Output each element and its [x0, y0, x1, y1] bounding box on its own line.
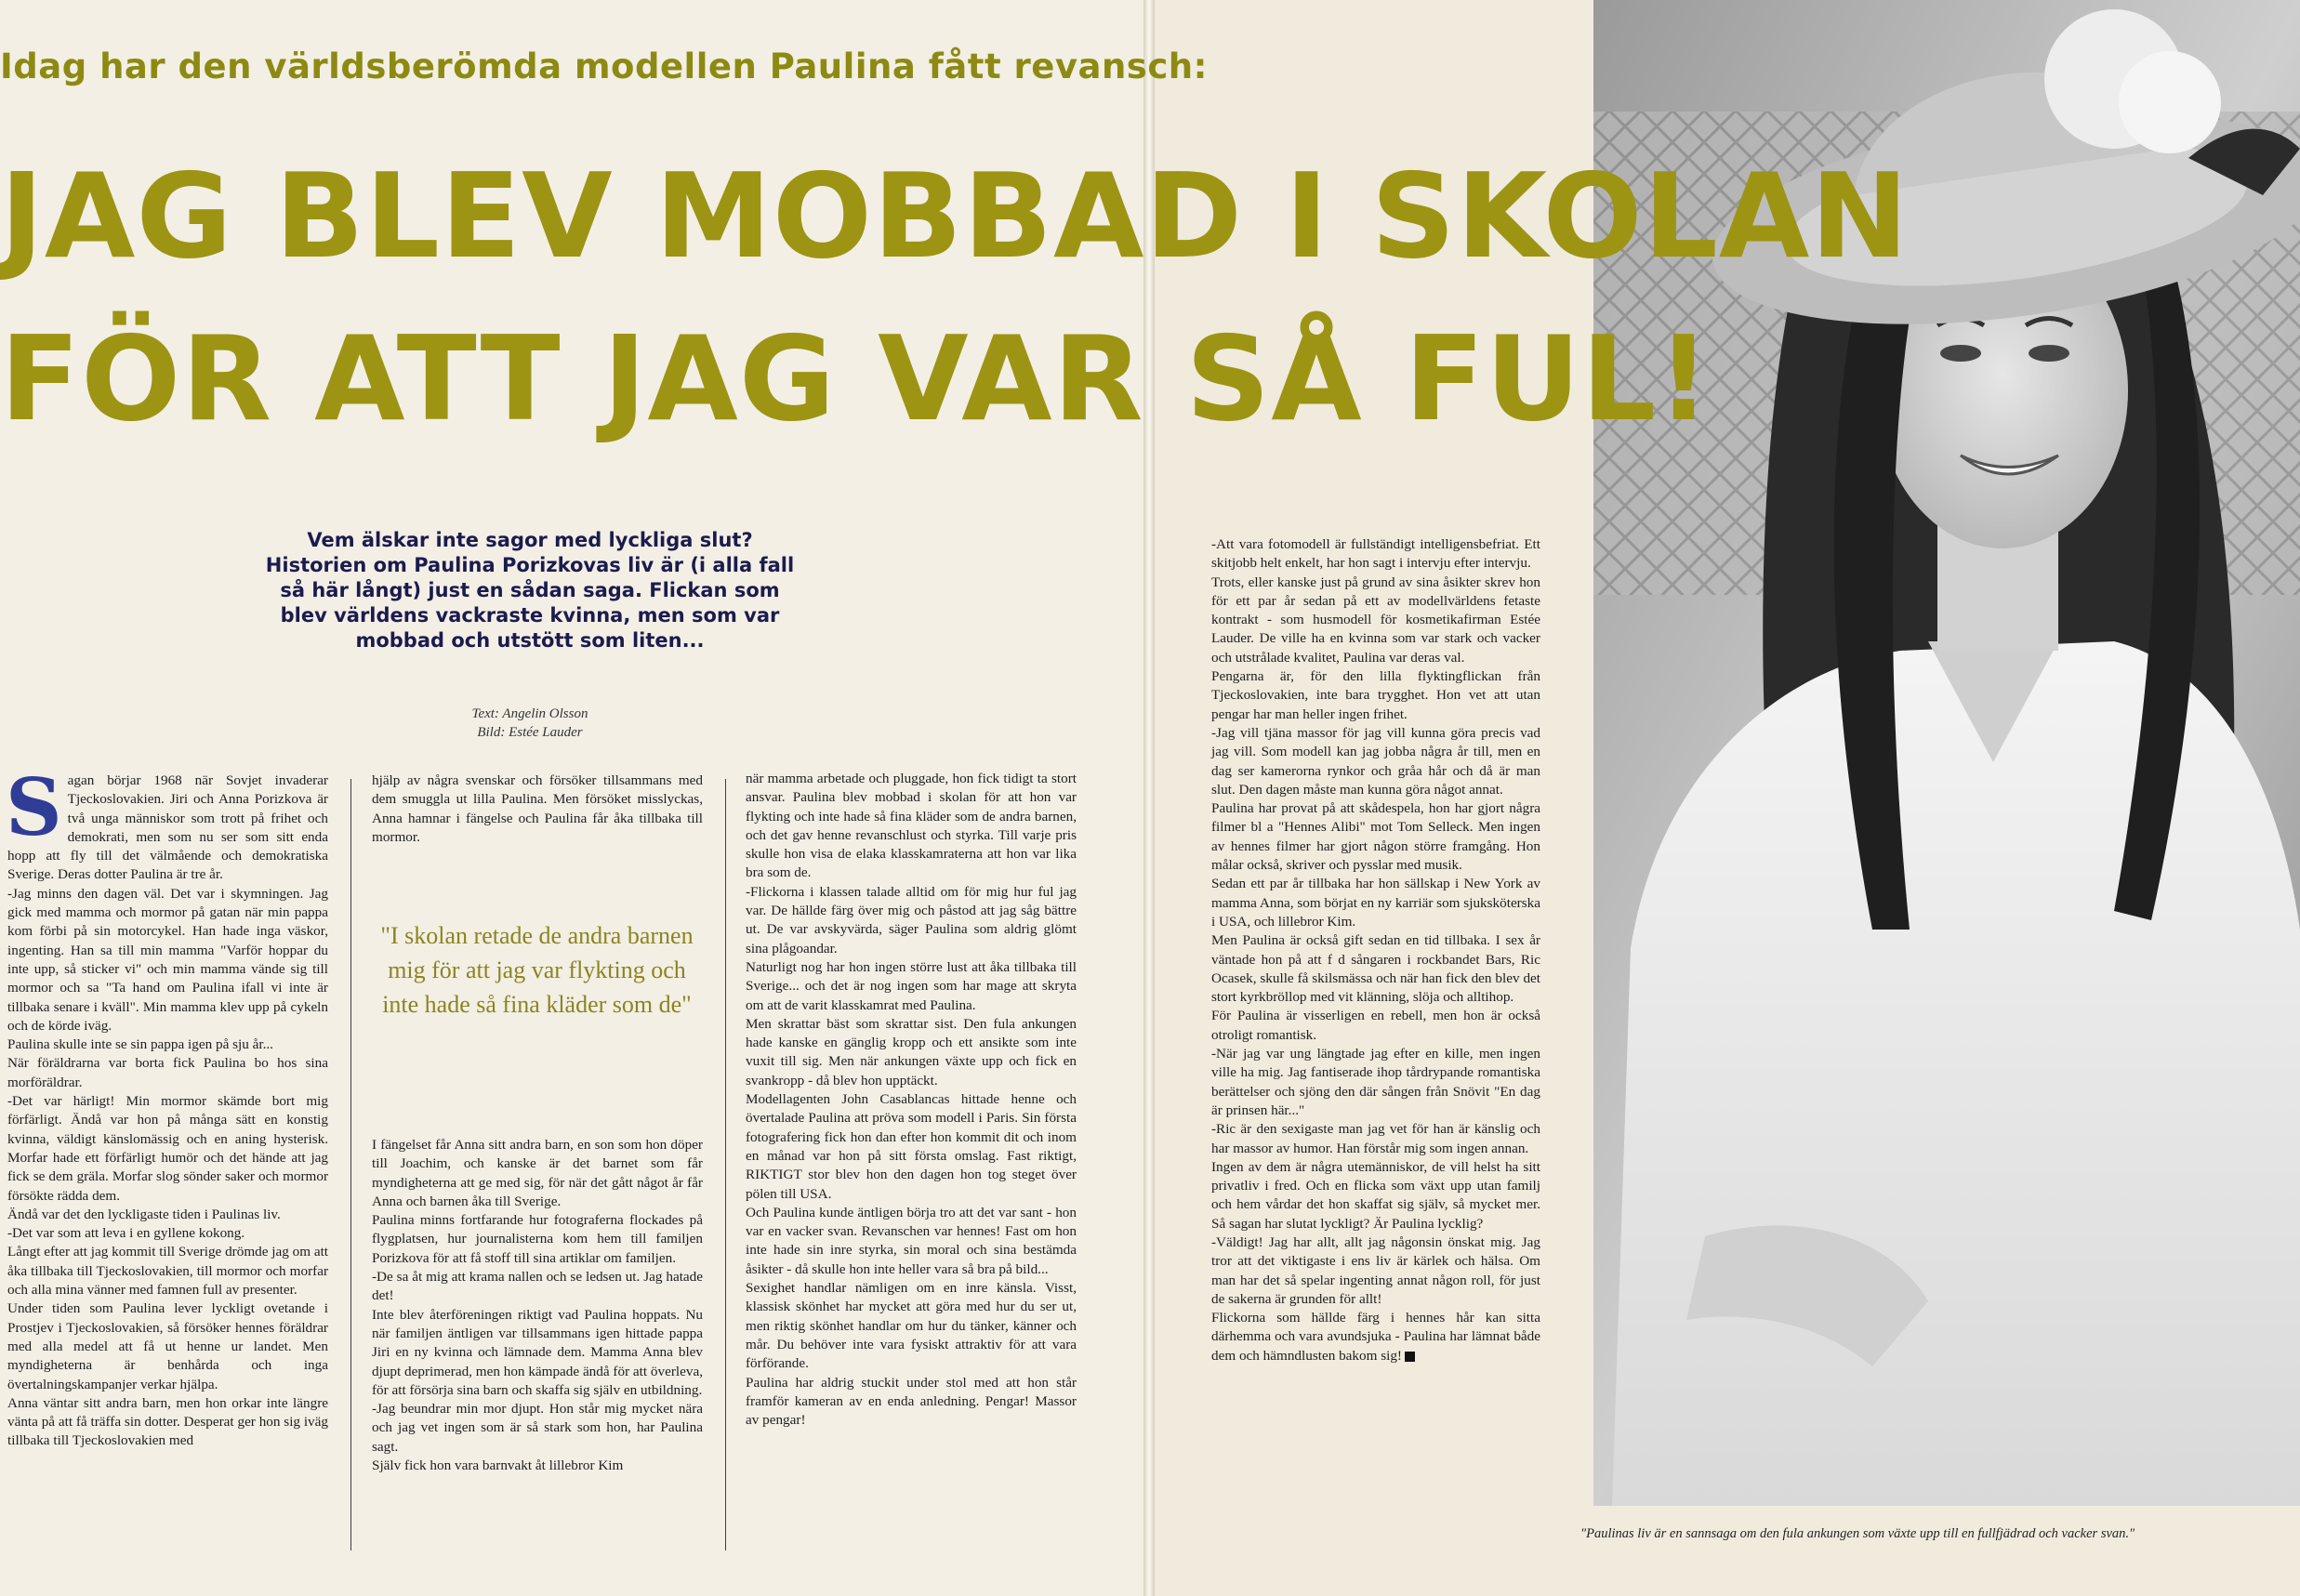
paragraph: -Väldigt! Jag har allt, allt jag någonsin önskat mig. Jag tror att det viktigaste i ens liv är kärlek och hälsa. Om man har det så spelar ingenting annat någon roll, för just de sakerna är grunden för allt! — [1211, 1233, 1540, 1307]
paragraph: Anna väntar sitt andra barn, men hon orkar inte längre vänta på att få träffa sin dotter. Desperat ger hon sig iväg tillbaka till Tjeckoslovakien med — [7, 1394, 328, 1449]
paragraph: Men Paulina är också gift sedan en tid tillbaka. I sex år väntade hon på att f d sångaren i rockbandet Bars, Ric Ocasek, skulle få skilsmässa och när han fick den blev det stort kyrkbröllop med vit klänning, slöja och alltihop. — [1211, 932, 1540, 1006]
pull-quote: "I skolan retade de andra barnen mig för att jag var flykting och inte hade så fina kläder som de" — [380, 922, 694, 1018]
paragraph: -Jag vill tjäna massor för jag vill kunna göra precis vad jag vill. Som modell kan jag jobba några år till, men en dag ser kamerorna rynkor och gråa hår och då är man slut. Den dagen måste man kunna göra något annat. — [1211, 724, 1540, 798]
credit-photo: Bild: Estée Lauder — [477, 725, 583, 740]
credits — [381, 705, 679, 742]
paragraph: -Det var härligt! Min mormor skämde bort mig förfärligt. Ändå var hon på många sätt en konstig kvinna, väldigt känslomässig och en aning hysterisk. Morfar hade ett förfärligt humör och det hände att jag fick se dem gräla. Morfar slog sönder saker och mormor försökte rädda dem. — [7, 1093, 328, 1204]
paragraph: -Det var som att leva i en gyllene kokong. — [7, 1225, 245, 1242]
paragraph: hjälp av några svenskar och försöker tillsammans med dem smuggla ut lilla Paulina. Men försöket misslyckas, Anna hamnar i fängelse och Paulina får åka tillbaka till mormor. — [372, 772, 703, 845]
paragraph: Paulina har aldrig stuckit under stol med att hon står framför kameran av en enda anledning. Pengar! Massor av pengar! — [746, 1374, 1077, 1429]
paragraph: Under tiden som Paulina lever lyckligt ovetande i Prostjev i Tjeckoslovakien, så försöker hennes föräldrar med alla medel att få ut henne ur landet. Men myndigheterna är benhårda och inga övertalningskampanjer verkar hjälpa. — [7, 1300, 328, 1392]
paragraph: Modellagenten John Casablancas hittade henne och övertalade Paulina att pröva som modell i Paris. Sin första fotografering fick hon dan efter hon kommit dit och inom en månad var hon på sitt första omslag. Fast riktigt, RIKTIGT stor blev hon den dagen hon tog steget över pölen till USA. — [746, 1091, 1077, 1202]
column-2-top — [372, 772, 703, 847]
paragraph-final — [1211, 1309, 1540, 1365]
credit-text: Text: Angelin Olsson — [471, 706, 588, 721]
column-rule — [350, 779, 351, 1550]
paragraph: När föräldrarna var borta fick Paulina bo hos sina morföräldrar. — [7, 1055, 328, 1090]
paragraph: Naturligt nog har hon ingen större lust att åka tillbaka till Sverige... och det är nog ingen som har mage att skryta om att de varit klasskamrat med Paulina. — [746, 958, 1077, 1013]
paragraph: -Jag minns den dagen väl. Det var i skymningen. Jag gick med mamma och mormor på gatan när min pappa kom förbi på sin motorcykel. Han hade inga väskor, ingenting. Han sa till min mamma "Varför hoppar du inte upp, så sticker vi" och min mamma vände sig till mormor och sa "Ta hand om Paulina ifall vi inte är tillbaka senare i kväll". Min mamma klev upp på cykeln och de körde iväg. — [7, 885, 328, 1034]
photo-caption: "Paulinas liv är en sannsaga om den fula ankungen som växte upp till en fullfjädrad och vacker svan." — [1580, 1526, 2135, 1541]
paragraph: -Flickorna i klassen talade alltid om för mig hur ful jag var. De hällde färg över mig och påstod att jag såg bättre ut. De var avskyvärda, säger Paulina som aldrig glömt sina plågoandar. — [746, 883, 1077, 956]
paragraph: -Jag beundrar min mor djupt. Hon står mig mycket nära och jag vet ingen som är så stark som hon, har Paulina sagt. — [372, 1401, 703, 1455]
column-rule — [725, 779, 726, 1550]
column-3 — [746, 770, 1077, 1430]
paragraph: Paulina skulle inte se sin pappa igen på sju år... — [7, 1036, 273, 1053]
paragraph: Paulina har provat på att skådespela, hon har gjort några filmer bl a "Hennes Alibi" mot Tom Selleck. Men ingen av hennes filmer har gjort någon större framgång. Hon målar också, skriver och pysslar med musik. — [1211, 800, 1540, 874]
paragraph: Trots, eller kanske just på grund av sina åsikter skrev hon för ett par år sedan på ett av modellvärldens fetaste kontrakt - som husmodell för kosmetikafirman Estée Lauder. De ville ha en kvinna som var stark och vacker och utstrålade kvalitet, Paulina var deras val. — [1211, 574, 1540, 666]
paragraph: Inte blev återföreningen riktigt vad Paulina hoppats. Nu när familjen äntligen var tillsammans igen hittade pappa Jiri en ny kvinna och lämnade dem. Mamma Anna blev djupt deprimerad, men hon kämpade ändå för att överleva, för att försörja sina barn och skaffa sig själv en utbildning. — [372, 1306, 703, 1398]
column-2-bottom — [372, 1136, 703, 1475]
paragraph: Men skrattar bäst som skrattar sist. Den fula ankungen hade kanske en gänglig kropp och ett ansikte som inte vuxit till sig. Men när ankungen växte upp och fick en svankropp - då blev hon upptäckt. — [746, 1015, 1077, 1088]
kicker: Idag har den världsberömda modellen Paulina fått revansch: — [0, 46, 1208, 86]
paragraph: Själv fick hon vara barnvakt åt lillebror Kim — [372, 1458, 624, 1474]
paragraph: -Ric är den sexigaste man jag vet för han är känslig och har massor av humor. Han förstår mig som ingen annan. — [1211, 1121, 1540, 1156]
column-1 — [6, 761, 329, 1451]
headline-line-2: FÖR ATT JAG VAR SÅ FUL! — [0, 310, 1712, 447]
paragraph: Långt efter att jag kommit till Sverige drömde jag om att åka tillbaka till Tjeckoslovakien, till mormor och morfar och alla mina vänner med famnen full av presenter. — [7, 1244, 329, 1299]
paragraph: Sedan ett par år tillbaka har hon sällskap i New York av mamma Anna, som börjat en ny karriär som sjuksköterska i USA, och lillebror Kim. — [1211, 876, 1540, 930]
paragraph: Och Paulina kunde äntligen börja tro att det var sant - hon var en vacker svan. Revanschen var hennes! Fast om hon inte hade sin inre styrka, sin moral och sina bestämda åsikter - då skulle hon inte heller vara så bra på bild... — [746, 1204, 1077, 1277]
paragraph: -De sa åt mig att krama nallen och se ledsen ut. Jag hatade det! — [372, 1269, 703, 1304]
drop-cap: S — [6, 761, 62, 853]
end-mark-icon — [1405, 1352, 1415, 1362]
headline-line-1: JAG BLEV MOBBAD I SKOLAN — [0, 148, 1910, 284]
column-4 — [1211, 535, 1540, 1365]
paragraph: I fängelset får Anna sitt andra barn, en son som hon döper till Joachim, och kanske är det barnet som får myndigheterna att ge med sig, för när det gått något år får Anna och barnen åka till Sverige. — [372, 1137, 703, 1209]
paragraph: när mamma arbetade och pluggade, hon fick tidigt ta stort ansvar. Paulina blev mobbad i skolan för att hon var flykting och inte hade så fina kläder som de andra barnen, och det gav henne revanschlust och styrka. Till varje pris skulle hon visa de elaka klasskamraterna att hon var lika bra som de. — [746, 771, 1077, 881]
paragraph: Paulina minns fortfarande hur fotograferna flockades på flygplatsen, hur journalisterna kom hem till familjen Porizkova för att få stoff till sina artiklar om familjen. — [372, 1212, 703, 1266]
paragraph: Ändå var det den lyckligaste tiden i Paulinas liv. — [7, 1206, 281, 1222]
paragraph: -När jag var ung längtade jag efter en kille, men ingen ville ha mig. Jag fantiserade ihop tårdrypande romantiska berättelser och sjöng den där sången från Snövit "En dag är prinsen här..." — [1211, 1046, 1540, 1118]
paragraph-final-text: Flickorna som hällde färg i hennes hår kan sitta därhemma och vara avundsjuka - Paulina har lämnat både dem och hämndlusten bakom sig! — [1211, 1310, 1540, 1364]
paragraph: Sexighet handlar nämligen om en inre känsla. Visst, klassisk skönhet har mycket att göra med hur du ser ut, men riktig skönhet handlar om hur du tänker, känner och mår. Du behöver inte vara fysiskt attraktiv för att vara förförande. — [746, 1280, 1077, 1372]
paragraph: agan börjar 1968 när Sovjet invaderar Tjeckoslovakien. Jiri och Anna Porizkova är två unga människor som trott på frihet och demokrati, men som nu ser som sitt enda hopp att fly till det välmående och demokratiska Sverige. Deras dotter Paulina är tre år. — [7, 772, 328, 883]
paragraph: Ingen av dem är några utemänniskor, de vill helst ha sitt privatliv i fred. Och en flicka som växt upp utan familj och hem vårdar det hon skaffat sig själv, så mycket mer. Så sagan har slutat lyckligt? Är Paulina lycklig? — [1211, 1158, 1540, 1232]
lead-paragraph: Vem älskar inte sagor med lyckliga slut?Historien om Paulina Porizkovas liv är (i alla fall så här långt) just en sådan saga. Flickan som blev världens vackraste kvinna, men som var mobbad och utstött som liten... — [265, 529, 795, 652]
paragraph: -Att vara fotomodell är fullständigt intelligensbefriat. Ett skitjobb helt enkelt, har hon sagt i intervju efter intervju. — [1211, 536, 1540, 572]
paragraph: Pengarna är, för den lilla flyktingflickan från Tjeckoslovakien, inte bara trygghet. Hon vet att utan pengar har man heller ingen frihet. — [1211, 668, 1540, 722]
paragraph: För Paulina är visserligen en rebell, men hon är också otroligt romantisk. — [1211, 1008, 1540, 1043]
